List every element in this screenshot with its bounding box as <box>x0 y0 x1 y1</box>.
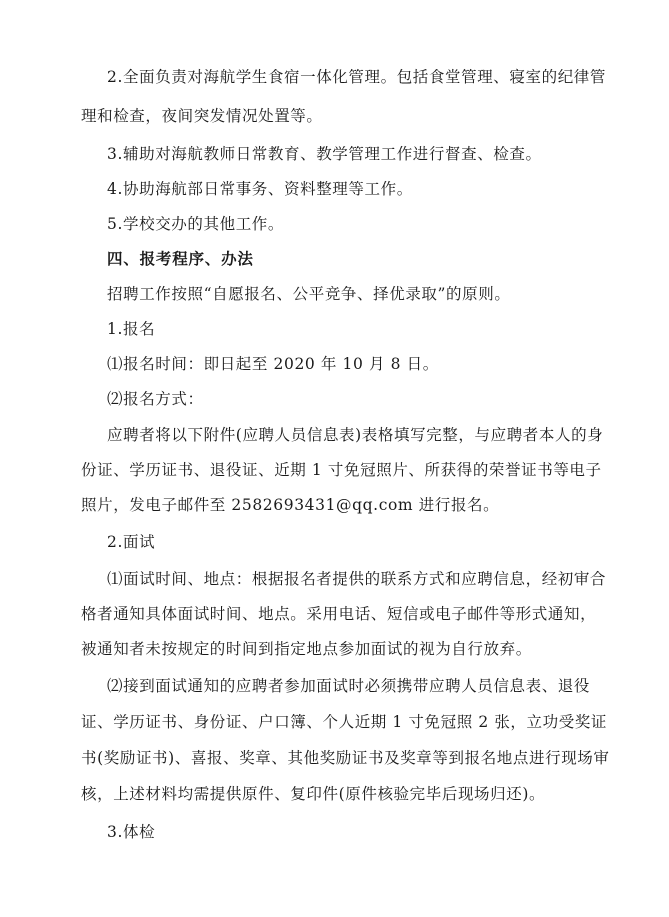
text-line-principle: 招聘工作按照“自愿报名、公平竞争、择优录取”的原则。 <box>107 285 511 303</box>
subheading-registration: 1.报名 <box>107 320 156 338</box>
section-heading-4: 四、报考程序、办法 <box>107 250 254 268</box>
text-line-duty-2-cont: 理和检查，夜间突发情况处置等。 <box>81 107 323 125</box>
text-line-interview-1a: ⑴面试时间、地点：根据报名者提供的联系方式和应聘信息，经初审合 <box>107 570 607 588</box>
text-line-reg-time: ⑴报名时间：即日起至 2020 年 10 月 8 日。 <box>107 355 439 373</box>
text-line-interview-2b: 证、学历证书、身份证、户口簿、个人近期 1 寸免冠照 2 张，立功受奖证 <box>81 713 608 731</box>
text-line-interview-2a: ⑵接到面试通知的应聘者参加面试时必须携带应聘人员信息表、退役 <box>107 677 591 695</box>
text-line-interview-2d: 核，上述材料均需提供原件、复印件(原件核验完毕后现场归还)。 <box>81 785 546 803</box>
text-line-interview-1c: 被通知者未按规定的时间到指定地点参加面试的视为自行放弃。 <box>81 640 532 658</box>
text-line-interview-1b: 格者通知具体面试时间、地点。采用电话、短信或电子邮件等形式通知， <box>81 605 597 623</box>
text-line-duty-5: 5.学校交办的其他工作。 <box>107 215 284 233</box>
text-line-interview-2c: 书(奖励证书)、喜报、奖章、其他奖励证书及奖章等到报名地点进行现场审 <box>81 749 610 767</box>
text-line-duty-3: 3.辅助对海航教师日常教育、教学管理工作进行督查、检查。 <box>107 145 542 163</box>
text-line-reg-detail-1: 应聘者将以下附件(应聘人员信息表)表格填写完整，与应聘者本人的身 <box>107 426 604 444</box>
text-line-reg-method: ⑵报名方式： <box>107 390 204 408</box>
text-line-duty-4: 4.协助海航部日常事务、资料整理等工作。 <box>107 180 413 198</box>
subheading-interview: 2.面试 <box>107 533 156 551</box>
text-line-duty-2: 2.全面负责对海航学生食宿一体化管理。包括食堂管理、寝室的纪律管 <box>107 68 606 86</box>
text-line-reg-detail-3: 照片，发电子邮件至 2582693431@qq.com 进行报名。 <box>81 496 500 514</box>
text-line-reg-detail-2: 份证、学历证书、退役证、近期 1 寸免冠照片、所获得的荣誉证书等电子 <box>81 461 602 479</box>
subheading-physical-exam: 3.体检 <box>107 823 156 841</box>
